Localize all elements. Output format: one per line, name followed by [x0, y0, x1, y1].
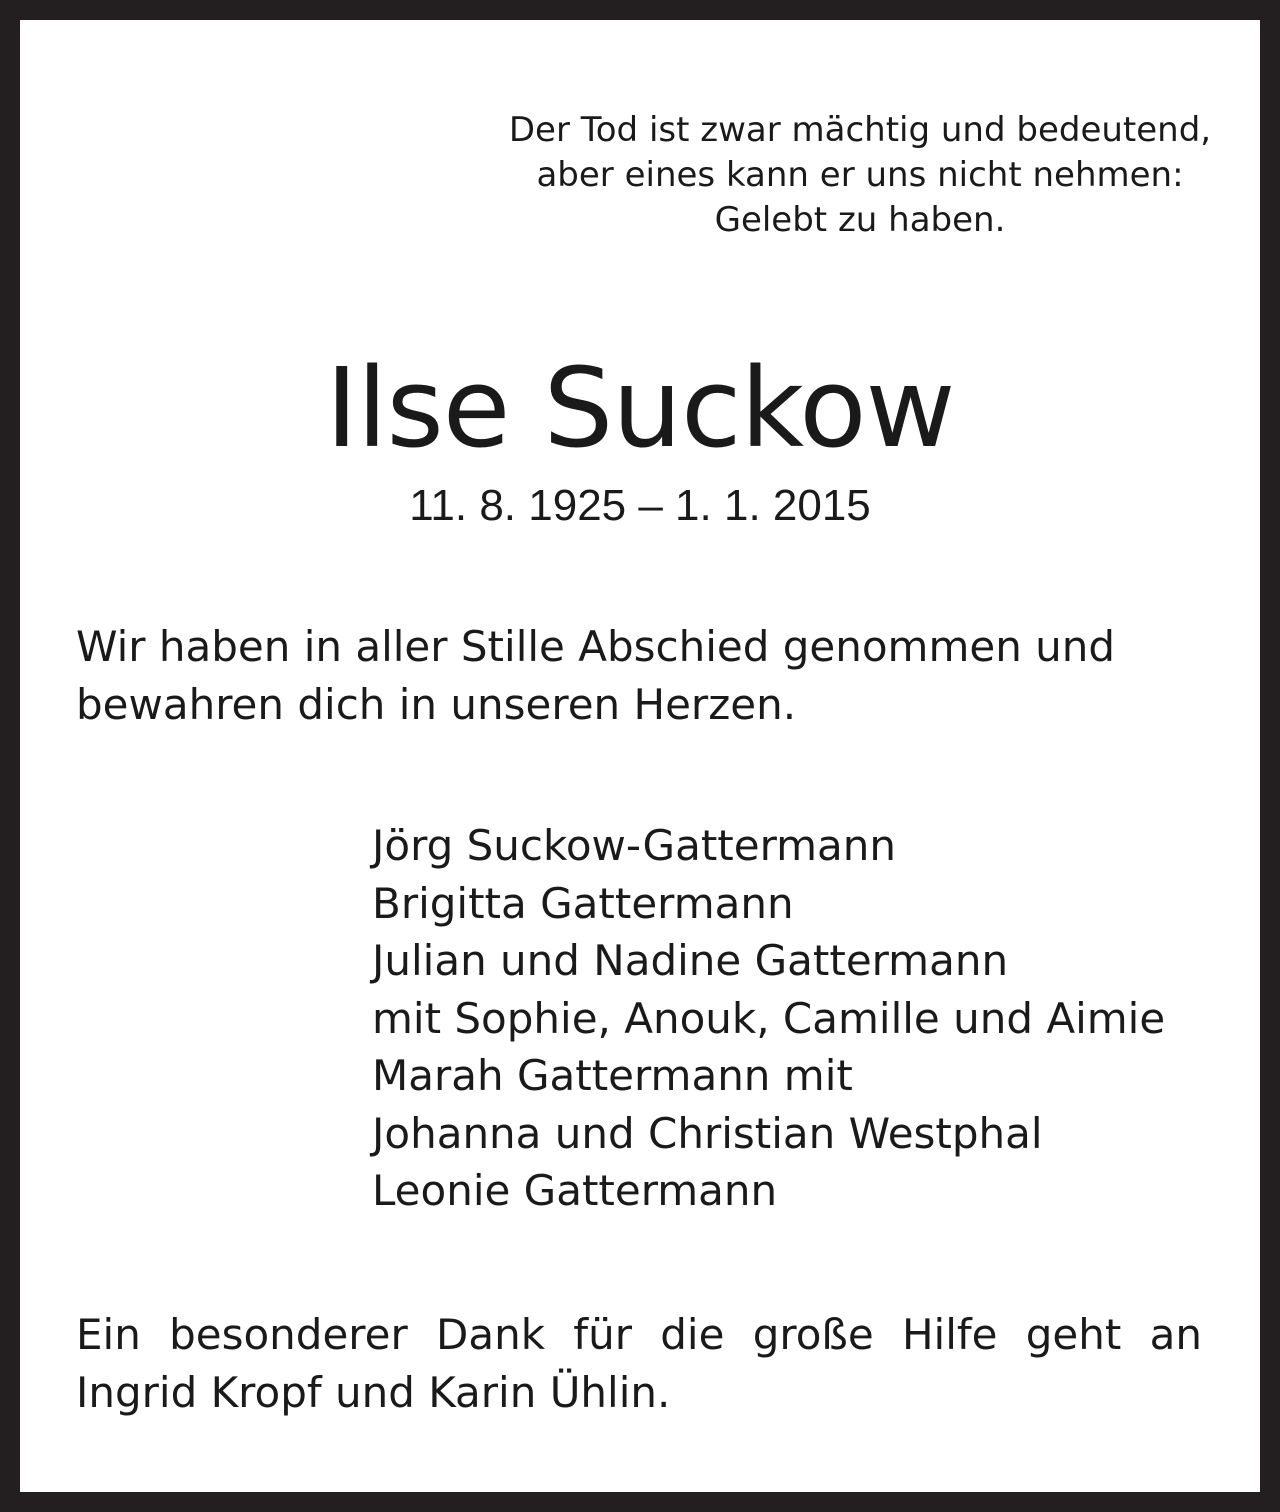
life-dates: 11. 8. 1925 – 1. 1. 2015: [409, 481, 871, 530]
mourner-line: Jörg Suckow-Gattermann: [372, 821, 897, 870]
mourner-line: Julian und Nadine Gattermann: [372, 936, 1009, 985]
quote-line: aber eines kann er uns nicht nehmen:: [536, 155, 1184, 195]
thanks-message: [76, 1306, 1202, 1422]
farewell-line: Wir haben in aller Stille Abschied genommen und: [76, 622, 1116, 671]
quote-line: Der Tod ist zwar mächtig und bedeutend,: [508, 110, 1212, 150]
thanks-line: Ein besonderer Dank für die große Hilfe geht an: [76, 1310, 1202, 1359]
quote-line: Gelebt zu haben.: [714, 200, 1006, 240]
memorial-quote: [480, 108, 1240, 243]
deceased-name: Ilse Suckow: [325, 344, 955, 472]
thanks-line: Ingrid Kropf und Karin Ühlin.: [76, 1368, 671, 1417]
mourner-line: Leonie Gattermann: [372, 1166, 778, 1215]
farewell-line: bewahren dich in unseren Herzen.: [76, 680, 797, 729]
mourner-line: Marah Gattermann mit: [372, 1051, 853, 1100]
farewell-message: [76, 618, 1216, 734]
mourners-list: [372, 817, 1232, 1220]
mourner-line: Johanna und Christian Westphal: [372, 1108, 1043, 1158]
mourner-line: mit Sophie, Anouk, Camille und Aimie: [372, 993, 1166, 1043]
mourner-line: Brigitta Gattermann: [372, 878, 794, 928]
